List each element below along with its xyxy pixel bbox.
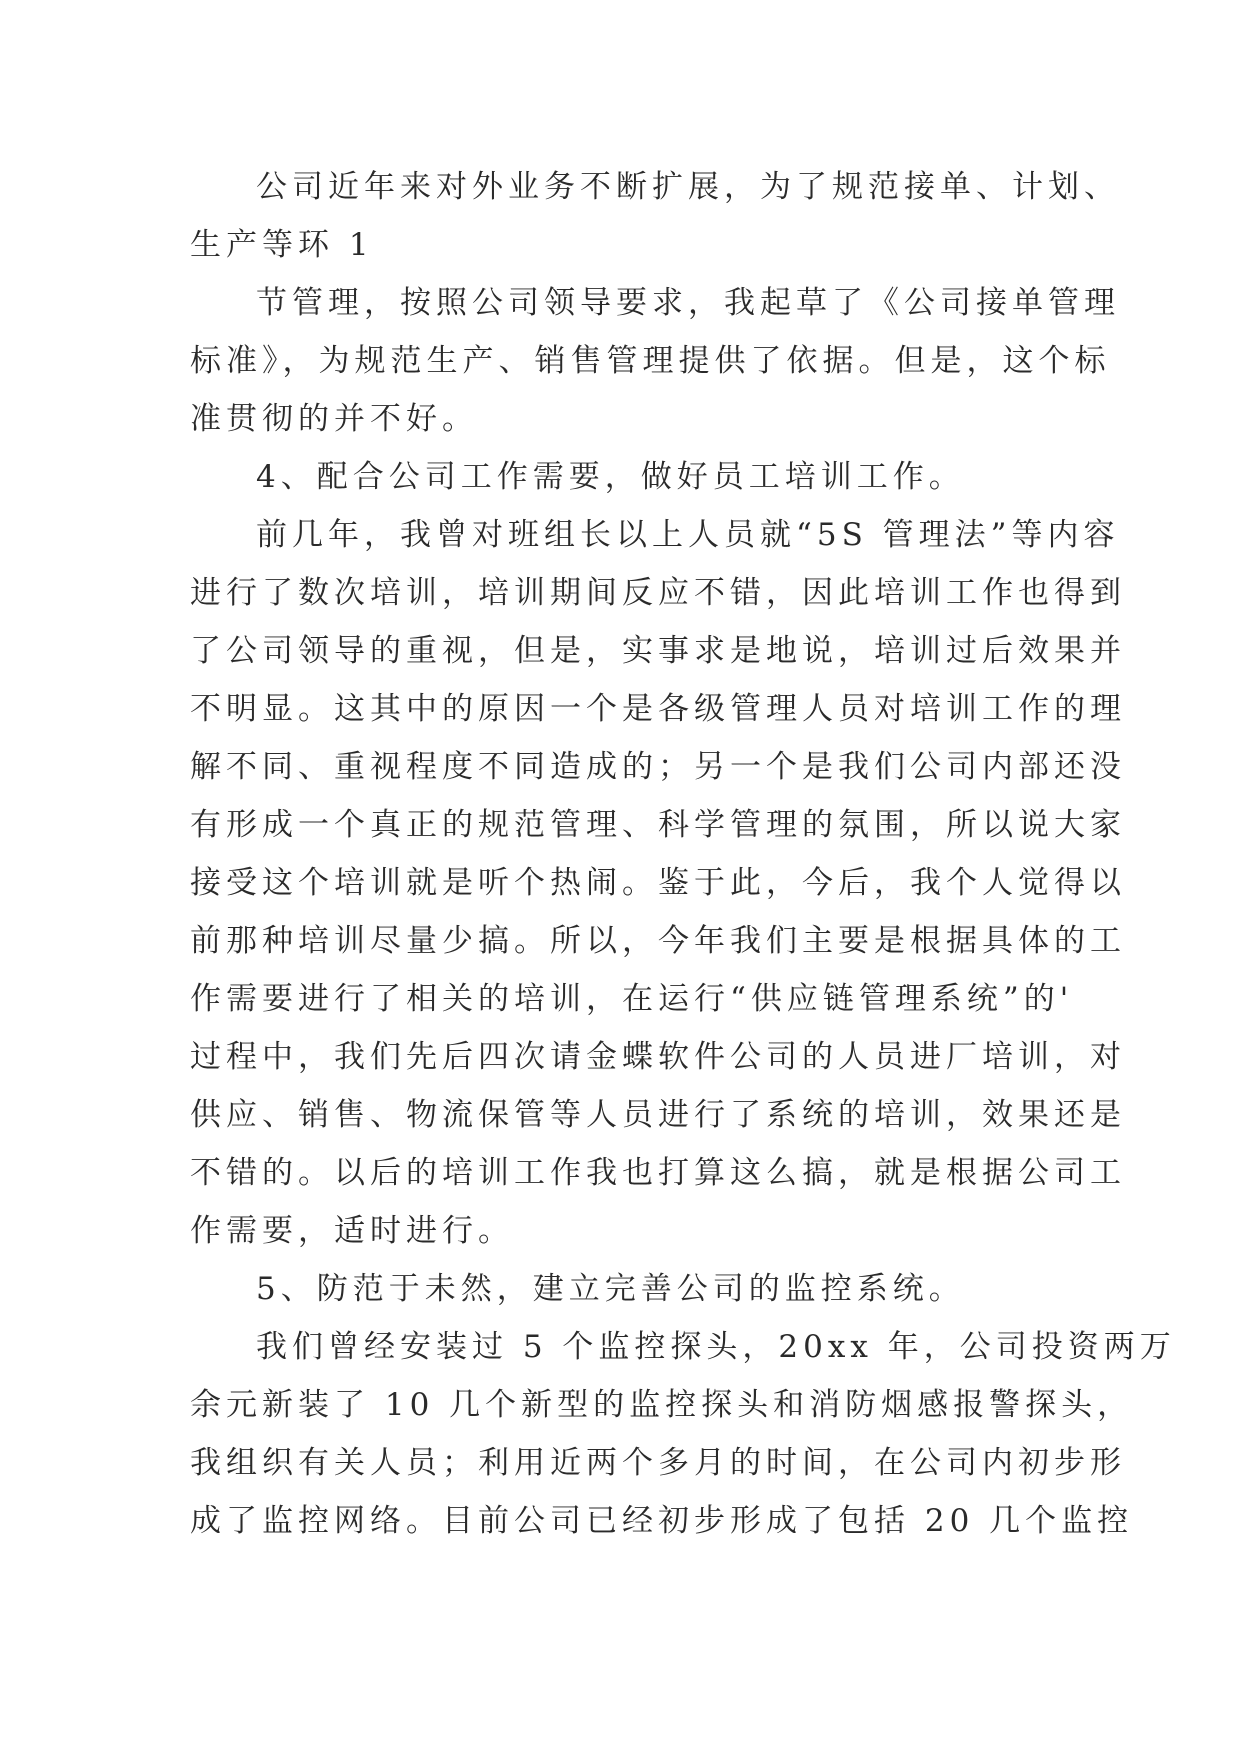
text-line: 节管理，按照公司领导要求，我起草了《公司接单管理 [256,285,1120,321]
text-line: 余元新装了 10 几个新型的监控探头和消防烟感报警探头， [190,1387,1134,1423]
text-line: 了公司领导的重视，但是，实事求是地说，培训过后效果并 [190,633,1126,669]
text-line: 解不同、重视程度不同造成的；另一个是我们公司内部还没 [190,749,1126,785]
text-line: 5、防范于未然，建立完善公司的监控系统。 [256,1271,965,1307]
text-line: 前几年，我曾对班组长以上人员就“5S 管理法”等内容 [256,517,1120,553]
text-line: 有形成一个真正的规范管理、科学管理的氛围，所以说大家 [190,807,1126,843]
text-line: 成了监控网络。目前公司已经初步形成了包括 20 几个监控 [190,1503,1134,1539]
text-line: 不错的。以后的培训工作我也打算这么搞，就是根据公司工 [190,1155,1126,1191]
text-line: 接受这个培训就是听个热闹。鉴于此，今后，我个人觉得以 [190,865,1126,901]
text-line: 过程中，我们先后四次请金蝶软件公司的人员进厂培训，对 [190,1039,1126,1075]
text-line: 生产等环 1 [190,227,374,263]
text-line: 标准》，为规范生产、销售管理提供了依据。但是，这个标 [190,343,1111,379]
text-line: 进行了数次培训，培训期间反应不错，因此培训工作也得到 [190,575,1126,611]
text-line: 我们曾经安装过 5 个监控探头，20xx 年，公司投资两万 [256,1329,1176,1365]
text-line: 供应、销售、物流保管等人员进行了系统的培训，效果还是 [190,1097,1126,1133]
text-line: 公司近年来对外业务不断扩展，为了规范接单、计划、 [256,169,1120,205]
text-line: 作需要，适时进行。 [190,1213,514,1249]
document-body [190,158,1176,1550]
text-line: 准贯彻的并不好。 [190,401,478,437]
text-line: 前那种培训尽量少搞。所以，今年我们主要是根据具体的工 [190,923,1126,959]
text-line: 我组织有关人员；利用近两个多月的时间，在公司内初步形 [190,1445,1126,1481]
text-line: 4、配合公司工作需要，做好员工培训工作。 [256,459,965,495]
text-line: 不明显。这其中的原因一个是各级管理人员对培训工作的理 [190,691,1126,727]
text-line: 作需要进行了相关的培训，在运行“供应链管理系统”的' [190,981,1074,1017]
